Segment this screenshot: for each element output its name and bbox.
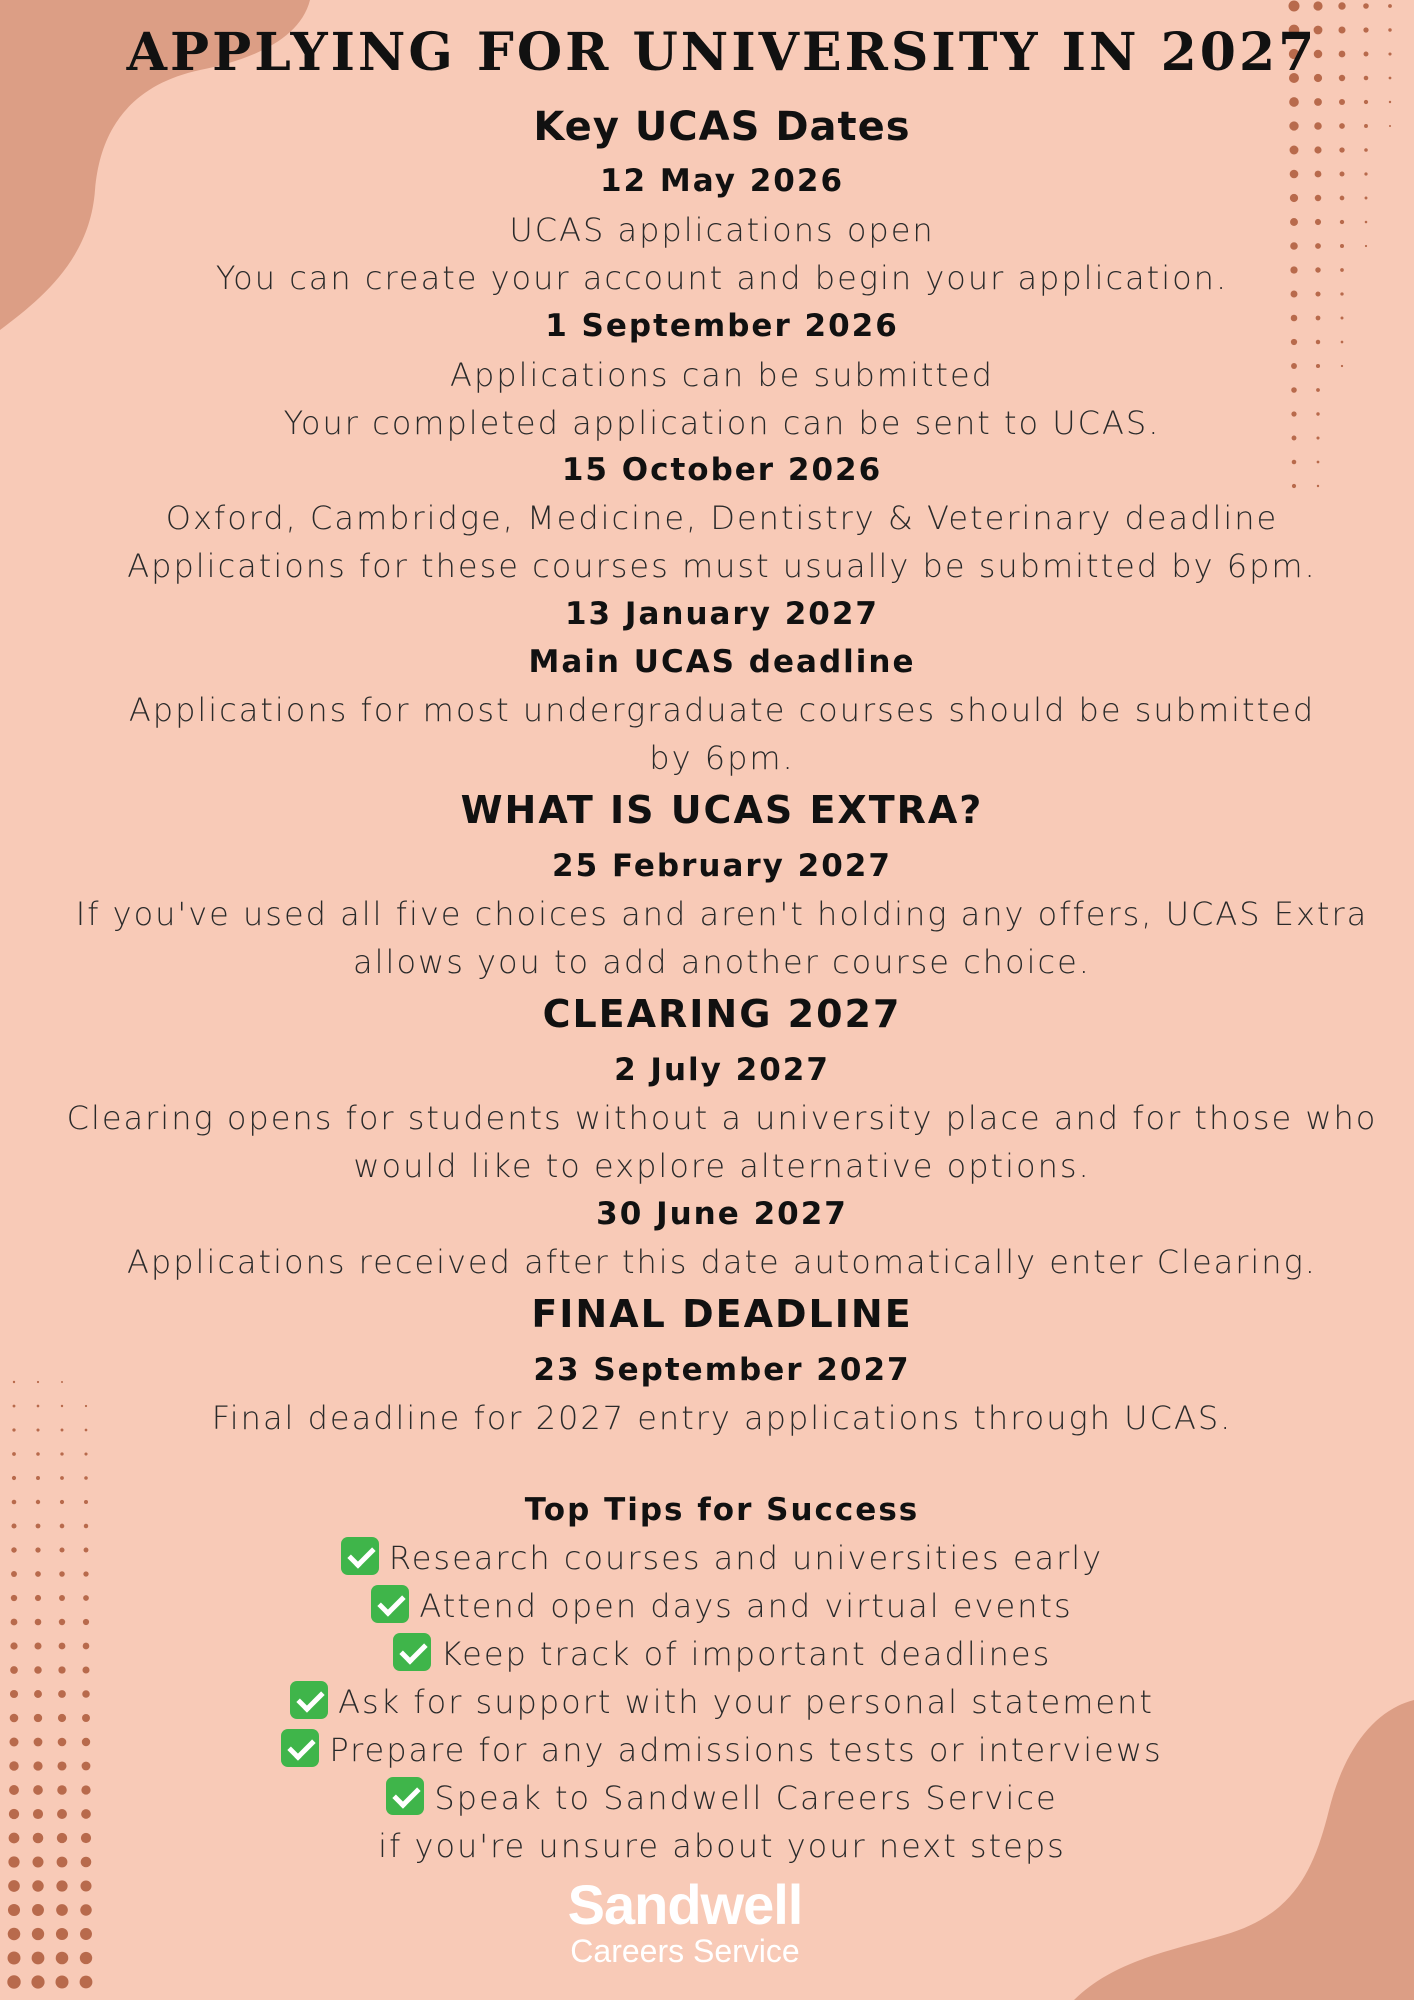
date-description: If you've used all five choices and aren't holding any offers, UCAS Extra — [75, 895, 1369, 933]
sandwell-logo-subtitle: Careers Service — [570, 1933, 800, 1969]
date-label: 13 January 2027 — [564, 596, 879, 632]
date-description: by 6pm. — [649, 739, 795, 777]
date-label: 1 September 2026 — [545, 308, 899, 344]
date-label: 25 February 2027 — [552, 848, 892, 884]
tip-text: Prepare for any admissions tests or interviews — [329, 1731, 1163, 1769]
date-description: UCAS applications open — [509, 211, 935, 249]
date-description: Oxford, Cambridge, Medicine, Dentistry & Veterinary deadline — [165, 499, 1279, 537]
date-label: 12 May 2026 — [599, 163, 845, 199]
decorative-dot — [7, 1975, 20, 1988]
decorative-dot — [1289, 1, 1300, 12]
tips-footer-line: if you're unsure about your next steps — [378, 1827, 1066, 1865]
sandwell-logo-name: Sandwell — [567, 1873, 803, 1936]
decorative-dot — [1338, 2, 1345, 9]
decorative-dot — [12, 1476, 16, 1480]
tip-item — [0, 1630, 1414, 1678]
date-description: Applications received after this date automatically enter Clearing. — [127, 1243, 1317, 1281]
decorative-dot — [36, 1452, 40, 1456]
date-label: 2 July 2027 — [614, 1052, 830, 1088]
clearing-heading: CLEARING 2027 — [542, 992, 902, 1036]
date-label: 30 June 2027 — [596, 1196, 848, 1232]
date-description: Final deadline for 2027 entry applications through UCAS. — [211, 1399, 1233, 1437]
tip-text: Keep track of important deadlines — [440, 1635, 1052, 1673]
key-dates-heading: Key UCAS Dates — [533, 104, 911, 150]
check-mark-icon — [386, 1777, 424, 1815]
decorative-dot — [80, 1976, 93, 1989]
check-mark-icon — [393, 1633, 431, 1671]
check-mark-icon — [290, 1681, 328, 1719]
date-description: allows you to add another course choice. — [353, 943, 1091, 981]
tip-text: Research courses and universities early — [388, 1539, 1104, 1577]
tip-item — [0, 1678, 1414, 1726]
date-description: Applications for these courses must usually be submitted by 6pm. — [127, 547, 1317, 585]
date-description: Applications for most undergraduate courses should be submitted — [128, 691, 1316, 729]
check-mark-icon — [341, 1537, 379, 1575]
date-description: Applications can be submitted — [450, 356, 994, 394]
decorative-dot — [60, 1476, 64, 1480]
tip-text: Ask for support with your personal statement — [338, 1683, 1154, 1721]
date-subheading: Main UCAS deadline — [528, 644, 916, 680]
page-title: APPLYING FOR UNIVERSITY IN 2027 — [126, 22, 1318, 83]
decorative-dot — [1388, 4, 1392, 8]
tips-heading: Top Tips for Success — [524, 1492, 920, 1528]
ucas-extra-heading: WHAT IS UCAS EXTRA? — [460, 788, 984, 832]
decorative-dot — [60, 1452, 63, 1455]
decorative-dot — [56, 1976, 69, 1989]
check-mark-icon — [281, 1729, 319, 1767]
decorative-dot — [1363, 3, 1369, 9]
date-description: would like to explore alternative options. — [353, 1147, 1091, 1185]
decorative-dot — [31, 1975, 44, 1988]
date-label: 15 October 2026 — [561, 452, 883, 488]
decorative-dot — [1313, 1, 1322, 10]
date-label: 23 September 2027 — [533, 1352, 911, 1388]
date-description: Clearing opens for students without a university place and for those who — [66, 1099, 1378, 1137]
decorative-dot — [84, 1452, 87, 1455]
tip-text: Speak to Sandwell Careers Service — [434, 1779, 1058, 1817]
tip-text: Attend open days and virtual events — [419, 1587, 1073, 1625]
final-deadline-heading: FINAL DEADLINE — [531, 1292, 913, 1336]
tip-item — [0, 1774, 1414, 1822]
tip-item — [0, 1582, 1414, 1630]
decorative-dot — [36, 1476, 40, 1480]
date-description: You can create your account and begin your application. — [215, 259, 1229, 297]
tip-item — [0, 1534, 1414, 1582]
decorative-dot — [12, 1452, 16, 1456]
date-description: Your completed application can be sent to UCAS. — [283, 404, 1161, 442]
tip-item — [0, 1726, 1414, 1774]
check-mark-icon — [371, 1585, 409, 1623]
decorative-dot — [1389, 101, 1391, 103]
decorative-dot — [84, 1476, 88, 1480]
